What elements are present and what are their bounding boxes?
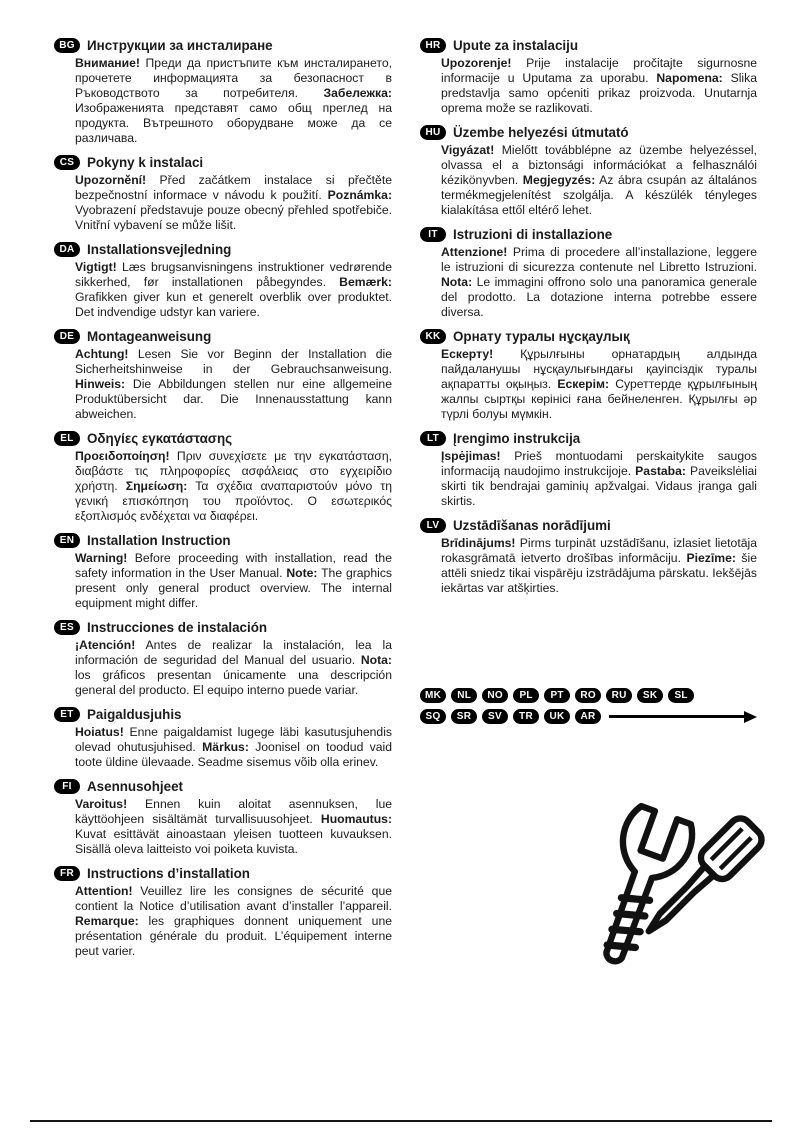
warning-text: Prije instalacije pročitajte sigurnosne informacije u Uputama za uporabu. [441, 56, 757, 85]
note-label: Napomena: [656, 71, 723, 85]
note-text: los gráficos presentan únicamente una descripción general del producto. El equipo interno puede variar. [75, 668, 392, 697]
section-heading [54, 707, 392, 722]
section-heading [54, 620, 392, 635]
warning-label: Attenzione! [441, 245, 508, 259]
warning-label: Varoitus! [75, 797, 128, 811]
language-badge-pt: PT [544, 688, 570, 703]
section-title: Įrengimo instrukcija [453, 431, 581, 446]
note-label: Ескерім: [557, 377, 610, 391]
section-title: Οδηγίες εγκατάστασης [87, 431, 233, 446]
arrow-right-icon [609, 711, 757, 723]
note-text: Le immagini offrono solo una panoramica generale del prodotto. La dotazione interna potrebbe essere diversa. [441, 275, 757, 319]
warning-label: Vigyázat! [441, 143, 495, 157]
section-et [54, 707, 392, 770]
warning-label: ¡Atención! [75, 638, 136, 652]
section-body [75, 725, 392, 770]
section-heading [54, 431, 392, 446]
more-languages-row-2 [420, 709, 757, 724]
language-badge-ro: RO [575, 688, 601, 703]
warning-label: Brīdinājums! [441, 536, 516, 550]
right-column [420, 38, 757, 1136]
language-badge-lt: LT [420, 431, 446, 446]
section-body [75, 347, 392, 422]
warning-text: Mielőtt továbblépne az üzembe helyezéssel, olvassa el a biztonsági információkat a felhasználói kézikönyvben. [441, 143, 757, 187]
section-body [75, 551, 392, 611]
section-heading [420, 125, 757, 140]
language-badge-ru: RU [606, 688, 632, 703]
warning-text: Veuillez lire les consignes de sécurité que contient la Notice d’utilisation avant d’installer l’appareil. [75, 884, 392, 913]
section-heading [54, 38, 392, 53]
section-en [54, 533, 392, 611]
warning-label: Hoiatus! [75, 725, 124, 739]
note-label: Megjegyzés: [522, 173, 596, 187]
section-bg [54, 38, 392, 146]
note-text: les graphiques donnent uniquement une présentation générale du produit. L’équipement interne peut varier. [75, 914, 392, 958]
note-label: Piezīme: [686, 551, 736, 565]
warning-text: Before proceeding with installation, read the safety information in the User Manual. [75, 551, 392, 580]
section-body [441, 536, 757, 596]
warning-label: Ескерту! [441, 347, 494, 361]
language-badge-lv: LV [420, 518, 446, 533]
section-cs [54, 155, 392, 233]
note-text: Изображенията представят само общ преглед на продукта. Вътрешното оборудване може да се различава. [75, 101, 392, 145]
section-title: Орнату туралы нұсқаулық [453, 329, 630, 344]
warning-text: Prieš montuodami perskaitykite saugos informaciją naudojimo instrukcijoje. [441, 449, 757, 478]
section-de [54, 329, 392, 422]
language-badge-tr: TR [513, 709, 539, 724]
warning-text: Преди да пристъпите към инсталирането, прочетете информацията за безопасност в Ръководството за потребителя. [75, 56, 393, 100]
section-title: Installation Instruction [87, 533, 231, 548]
language-badge-cs: CS [54, 155, 80, 170]
note-label: Σημείωση: [125, 479, 188, 493]
section-title: Upute za instalaciju [453, 38, 579, 53]
section-heading [54, 533, 392, 548]
section-heading [54, 242, 392, 257]
note-text: šie attēli sniedz tikai vispārēju izstrādājuma pārskatu. Iekšējās iekārtas var atšķirties. [441, 551, 757, 595]
language-badge-hr: HR [420, 38, 446, 53]
note-text: Paveikslėliai skirti tik bendrajai gaminių apžvalgai. Vidaus įranga gali skirtis. [441, 464, 758, 508]
warning-text: Құрылғыны орнатардың алдында пайдаланушы нұсқаулығындағы қауіпсіздік туралы ақпаратты оқыңыз. [441, 347, 758, 391]
language-badge-bg: BG [54, 38, 80, 53]
section-body [75, 449, 392, 524]
warning-label: Προειδοποίηση! [75, 449, 170, 463]
note-label: Bemærk: [339, 275, 392, 289]
section-body [75, 797, 392, 857]
section-body [441, 245, 757, 320]
section-fr [54, 866, 392, 959]
warning-label: Upozornění! [75, 173, 147, 187]
section-heading [54, 866, 392, 881]
section-body [75, 884, 392, 959]
section-body [441, 449, 757, 509]
section-el [54, 431, 392, 524]
section-kk [420, 329, 757, 422]
warning-text: Lesen Sie vor Beginn der Installation die Sicherheitshinweise in der Gebrauchsanweisung. [75, 347, 392, 376]
section-body [75, 260, 392, 320]
note-text: Kuvat esittävät ainoastaan yleisen tuotteen kuvauksen. Sisällä oleva laitteisto voi poiketa kuvista. [75, 827, 392, 856]
note-label: Nota: [441, 275, 473, 289]
language-badge-sv: SV [482, 709, 508, 724]
language-badge-sq: SQ [420, 709, 446, 724]
language-badge-ar: AR [575, 709, 601, 724]
note-label: Nota: [360, 653, 392, 667]
section-heading [420, 518, 757, 533]
language-badge-sl: SL [668, 688, 694, 703]
note-label: Pastaba: [635, 464, 686, 478]
warning-label: Achtung! [75, 347, 129, 361]
section-title: Üzembe helyezési útmutató [453, 125, 629, 140]
language-badge-fi: FI [54, 779, 80, 794]
section-heading [54, 779, 392, 794]
section-title: Installationsvejledning [87, 242, 232, 257]
language-badge-de: DE [54, 329, 80, 344]
note-text: Az ábra csupán az általános termékmegjelenítést szolgálja. A készülék tényleges kialakítása ettől eltérő lehet. [441, 173, 757, 217]
language-badge-et: ET [54, 707, 80, 722]
section-body [75, 56, 392, 146]
section-body [75, 173, 392, 233]
language-badge-nl: NL [451, 688, 477, 703]
section-heading [54, 155, 392, 170]
warning-label: Внимание! [75, 56, 140, 70]
warning-label: Vigtigt! [75, 260, 117, 274]
section-da [54, 242, 392, 320]
note-text: Slika predstavlja samo općeniti prikaz proizvoda. Unutarnja oprema može se razlikovati. [441, 71, 757, 115]
note-text: The graphics present only general product overview. The internal equipment might differ. [75, 566, 393, 610]
language-badge-en: EN [54, 533, 80, 548]
warning-label: Attention! [75, 884, 133, 898]
section-fi [54, 779, 392, 857]
note-text: Die Abbildungen stellen nur eine allgemeine Produktübersicht dar. Die Innenausstattung kann abweichen. [75, 377, 392, 421]
section-hr [420, 38, 757, 116]
section-it [420, 227, 757, 320]
language-badge-pl: PL [513, 688, 539, 703]
note-label: Huomautus: [320, 812, 392, 826]
section-title: Pokyny k instalaci [87, 155, 204, 170]
footer-rule [30, 1120, 772, 1122]
note-label: Hinweis: [75, 377, 126, 391]
language-badge-sr: SR [451, 709, 477, 724]
note-label: Забележка: [323, 86, 392, 100]
tools-illustration [560, 794, 765, 1020]
more-languages [420, 688, 757, 724]
section-body [441, 347, 757, 422]
language-badge-fr: FR [54, 866, 80, 881]
note-label: Remarque: [75, 914, 139, 928]
language-badge-es: ES [54, 620, 80, 635]
warning-text: Pirms turpināt uzstādīšanu, izlasiet lietotāja rokasgrāmatā ietverto drošības informāciju. [441, 536, 757, 565]
section-title: Istruzioni di installazione [453, 227, 613, 242]
note-label: Märkus: [202, 740, 249, 754]
section-heading [54, 329, 392, 344]
language-badge-uk: UK [544, 709, 570, 724]
warning-text: Před začátkem instalace si přečtěte bezpečnostní informace v návodu k použití. [75, 173, 392, 202]
warning-label: Upozorenje! [441, 56, 512, 70]
note-text: Vyobrazení představuje pouze obecný přehled spotřebiče. Vnitřní vybavení se může lišit. [75, 203, 392, 232]
language-badge-mk: MK [420, 688, 446, 703]
section-lv [420, 518, 757, 596]
section-heading [420, 431, 757, 446]
warning-text: Πριν συνεχίσετε με την εγκατάσταση, διαβάστε τις πληροφορίες ασφάλειας στο εγχειρίδιο χρήστη. [75, 449, 392, 493]
section-body [441, 143, 757, 218]
warning-text: Enne paigaldamist lugege läbi kasutusjuhendis olevad ohutusjuhised. [75, 725, 393, 754]
note-text: Суреттерде құрылғының жалпы сыртқы көрінісі ғана бейнеленген. Құрылғы әр түрлі болуы мүмкін. [441, 377, 758, 421]
section-body [75, 638, 392, 698]
section-title: Instructions d’installation [87, 866, 250, 881]
section-title: Paigaldusjuhis [87, 707, 182, 722]
section-title: Instrucciones de instalación [87, 620, 268, 635]
section-lt [420, 431, 757, 509]
warning-label: Įspėjimas! [441, 449, 501, 463]
language-badge-kk: KK [420, 329, 446, 344]
language-badge-hu: HU [420, 125, 446, 140]
section-heading [420, 329, 757, 344]
section-heading [420, 227, 757, 242]
warning-text: Prima di procedere all’installazione, leggere le istruzioni di sicurezza contenute nel Libretto Istruzioni. [441, 245, 757, 274]
section-es [54, 620, 392, 698]
warning-text: Ennen kuin aloitat asennuksen, lue käyttöohjeen sisältämät turvallisuusohjeet. [75, 797, 392, 826]
note-label: Poznámka: [327, 188, 392, 202]
note-text: Joonisel on toodud vaid toote üldine ülevaade. Seadme sisemus võib olla erinev. [75, 740, 393, 769]
section-title: Montageanweisung [87, 329, 212, 344]
language-badge-no: NO [482, 688, 508, 703]
language-badge-da: DA [54, 242, 80, 257]
more-languages-row-1 [420, 688, 757, 703]
section-title: Инструкции за инсталиране [87, 38, 273, 53]
wrench-and-screwdriver-icon [560, 794, 765, 1020]
warning-text: Læs brugsanvisningens instruktioner vedrørende sikkerhed, før installationen påbegyndes. [75, 260, 392, 289]
note-text: Grafikken giver kun et generelt overblik over produktet. Det indvendige udstyr kan variere. [75, 290, 392, 319]
warning-label: Warning! [75, 551, 128, 565]
language-badge-it: IT [420, 227, 446, 242]
language-badge-sk: SK [637, 688, 663, 703]
note-label: Note: [286, 566, 318, 580]
section-heading [420, 38, 757, 53]
left-column [54, 38, 392, 1136]
section-body [441, 56, 757, 116]
section-title: Asennusohjeet [87, 779, 183, 794]
language-badge-el: EL [54, 431, 80, 446]
note-text: Τα σχέδια αναπαριστούν μόνο τη γενική επισκόπηση του προϊόντος. Ο εσωτερικός εξοπλισμός ενδέχεται να διαφέρει. [75, 479, 392, 523]
section-hu [420, 125, 757, 218]
section-title: Uzstādīšanas norādījumi [453, 518, 611, 533]
warning-text: Antes de realizar la instalación, lea la información de seguridad del Manual del usuario. [75, 638, 392, 667]
